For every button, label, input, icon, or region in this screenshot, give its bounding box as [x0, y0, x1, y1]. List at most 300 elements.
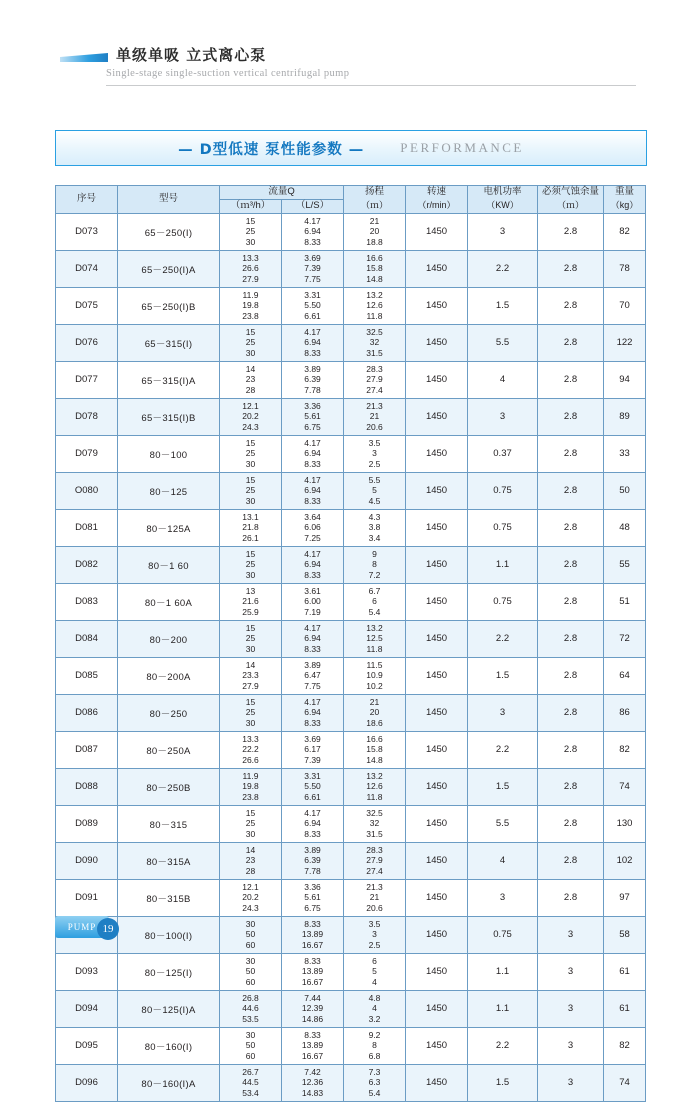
- flow-ls-values: 4.17 6.94 8.33: [304, 623, 321, 654]
- col-header-speed-label: 转速: [427, 186, 447, 197]
- cell-model: 80－160(I): [118, 1027, 220, 1064]
- cell-flow-m3h: [220, 1064, 282, 1101]
- cell-model: 80－250B: [118, 768, 220, 805]
- cell-head: [344, 250, 406, 287]
- cell-weight: 82: [604, 1027, 646, 1064]
- cell-flow-m3h: [220, 398, 282, 435]
- col-header-model: 型号: [118, 186, 220, 214]
- col-header-npsh: [538, 186, 604, 214]
- header-title-cn: 单级单吸 立式离心泵: [116, 46, 267, 64]
- cell-head: [344, 546, 406, 583]
- cell-head: [344, 657, 406, 694]
- cell-model: 65－315(I)A: [118, 361, 220, 398]
- head-values: 4.3 3.8 3.4: [368, 512, 381, 543]
- cell-weight: 89: [604, 398, 646, 435]
- cell-flow-ls: [282, 990, 344, 1027]
- cell-weight: 50: [604, 472, 646, 509]
- table-row: [56, 879, 646, 916]
- cell-flow-ls: [282, 620, 344, 657]
- cell-npsh: 2.8: [538, 398, 604, 435]
- cell-speed: 1450: [406, 583, 468, 620]
- cell-flow-m3h: [220, 435, 282, 472]
- cell-flow-ls: [282, 509, 344, 546]
- cell-seq: D090: [56, 842, 118, 879]
- head-values: 7.3 6.3 5.4: [368, 1067, 381, 1098]
- cell-weight: 55: [604, 546, 646, 583]
- header-accent-bar-icon: [60, 53, 108, 62]
- table-row: [56, 805, 646, 842]
- cell-npsh: 2.8: [538, 472, 604, 509]
- cell-flow-ls: [282, 324, 344, 361]
- cell-model: 80－200: [118, 620, 220, 657]
- cell-speed: 1450: [406, 287, 468, 324]
- cell-weight: 97: [604, 879, 646, 916]
- col-header-npsh-unit: （ｍ）: [557, 199, 585, 210]
- cell-head: [344, 694, 406, 731]
- cell-flow-m3h: [220, 916, 282, 953]
- cell-head: [344, 1064, 406, 1101]
- cell-seq: D073: [56, 213, 118, 250]
- cell-seq: D091: [56, 879, 118, 916]
- cell-npsh: 3: [538, 990, 604, 1027]
- head-values: 16.6 15.8 14.8: [366, 253, 383, 284]
- cell-npsh: 3: [538, 1064, 604, 1101]
- cell-weight: 122: [604, 324, 646, 361]
- cell-seq: D081: [56, 509, 118, 546]
- cell-speed: 1450: [406, 509, 468, 546]
- flow-ls-values: 4.17 6.94 8.33: [304, 808, 321, 839]
- cell-flow-m3h: [220, 472, 282, 509]
- cell-speed: 1450: [406, 990, 468, 1027]
- cell-speed: 1450: [406, 398, 468, 435]
- table-row: [56, 620, 646, 657]
- cell-head: [344, 879, 406, 916]
- cell-seq: D083: [56, 583, 118, 620]
- flow-m3h-values: 13 21.6 25.9: [242, 586, 259, 617]
- cell-weight: 130: [604, 805, 646, 842]
- cell-weight: 82: [604, 731, 646, 768]
- cell-weight: 70: [604, 287, 646, 324]
- cell-flow-ls: [282, 213, 344, 250]
- table-row: [56, 546, 646, 583]
- cell-model: 80－125A: [118, 509, 220, 546]
- cell-seq: D084: [56, 620, 118, 657]
- flow-ls-values: 3.69 7.39 7.75: [304, 253, 321, 284]
- table-row: [56, 250, 646, 287]
- head-values: 21 20 18.8: [366, 216, 383, 247]
- cell-head: [344, 842, 406, 879]
- cell-head: [344, 953, 406, 990]
- cell-flow-m3h: [220, 805, 282, 842]
- flow-ls-values: 7.44 12.39 14.86: [301, 993, 324, 1024]
- cell-flow-ls: [282, 287, 344, 324]
- cell-power: 1.1: [468, 953, 538, 990]
- cell-power: 1.5: [468, 768, 538, 805]
- cell-flow-m3h: [220, 879, 282, 916]
- cell-npsh: 2.8: [538, 879, 604, 916]
- cell-seq: D079: [56, 435, 118, 472]
- cell-head: [344, 398, 406, 435]
- cell-flow-ls: [282, 953, 344, 990]
- cell-head: [344, 509, 406, 546]
- cell-head: [344, 768, 406, 805]
- cell-seq: D093: [56, 953, 118, 990]
- cell-npsh: 2.8: [538, 583, 604, 620]
- head-values: 3.5 3 2.5: [368, 919, 381, 950]
- cell-speed: 1450: [406, 546, 468, 583]
- cell-head: [344, 916, 406, 953]
- cell-flow-ls: [282, 398, 344, 435]
- cell-flow-ls: [282, 1027, 344, 1064]
- table-row: [56, 583, 646, 620]
- cell-flow-m3h: [220, 657, 282, 694]
- cell-flow-ls: [282, 694, 344, 731]
- cell-flow-m3h: [220, 953, 282, 990]
- cell-weight: 86: [604, 694, 646, 731]
- table-header-row-1: [56, 186, 646, 200]
- cell-weight: 82: [604, 213, 646, 250]
- flow-ls-values: 8.33 13.89 16.67: [301, 956, 324, 987]
- table-row: [56, 990, 646, 1027]
- cell-flow-ls: [282, 435, 344, 472]
- cell-flow-ls: [282, 842, 344, 879]
- col-header-speed: [406, 186, 468, 214]
- table-row: [56, 953, 646, 990]
- cell-speed: 1450: [406, 435, 468, 472]
- cell-npsh: 3: [538, 1027, 604, 1064]
- flow-m3h-values: 15 25 30: [245, 549, 256, 580]
- flow-ls-values: 4.17 6.94 8.33: [304, 549, 321, 580]
- head-values: 21.3 21 20.6: [366, 401, 383, 432]
- cell-npsh: 2.8: [538, 620, 604, 657]
- cell-power: 2.2: [468, 1027, 538, 1064]
- flow-m3h-values: 14 23 28: [245, 845, 256, 876]
- cell-speed: 1450: [406, 916, 468, 953]
- cell-model: 80－125(I): [118, 953, 220, 990]
- cell-npsh: 2.8: [538, 250, 604, 287]
- flow-m3h-values: 11.9 19.8 23.8: [242, 771, 259, 802]
- head-values: 21.3 21 20.6: [366, 882, 383, 913]
- cell-npsh: 2.8: [538, 657, 604, 694]
- cell-model: 80－315: [118, 805, 220, 842]
- cell-flow-ls: [282, 546, 344, 583]
- cell-power: 1.1: [468, 546, 538, 583]
- cell-power: 3: [468, 694, 538, 731]
- cell-flow-ls: [282, 916, 344, 953]
- flow-m3h-values: 13.3 26.6 27.9: [242, 253, 259, 284]
- flow-m3h-values: 15 25 30: [245, 623, 256, 654]
- cell-power: 1.5: [468, 1064, 538, 1101]
- cell-speed: 1450: [406, 657, 468, 694]
- cell-seq: D087: [56, 731, 118, 768]
- cell-model: 65－315(I): [118, 324, 220, 361]
- head-values: 3.5 3 2.5: [368, 438, 381, 469]
- cell-flow-ls: [282, 1064, 344, 1101]
- cell-weight: 58: [604, 916, 646, 953]
- table-row: [56, 324, 646, 361]
- cell-power: 4: [468, 842, 538, 879]
- cell-speed: 1450: [406, 250, 468, 287]
- flow-m3h-values: 12.1 20.2 24.3: [242, 882, 259, 913]
- flow-m3h-values: 14 23 28: [245, 364, 256, 395]
- head-values: 11.5 10.9 10.2: [366, 660, 383, 691]
- cell-flow-ls: [282, 361, 344, 398]
- cell-model: 65－250(I): [118, 213, 220, 250]
- cell-seq: D096: [56, 1064, 118, 1101]
- cell-head: [344, 472, 406, 509]
- flow-ls-values: 4.17 6.94 8.33: [304, 438, 321, 469]
- cell-weight: 74: [604, 1064, 646, 1101]
- head-values: 13.2 12.6 11.8: [366, 771, 383, 802]
- table-row: [56, 472, 646, 509]
- head-values: 28.3 27.9 27.4: [366, 845, 383, 876]
- cell-seq: D078: [56, 398, 118, 435]
- performance-table-wrap: [55, 185, 645, 1102]
- flow-ls-values: 3.61 6.00 7.19: [304, 586, 321, 617]
- col-header-flow-ls: （L/S）: [282, 199, 344, 213]
- flow-m3h-values: 15 25 30: [245, 475, 256, 506]
- cell-seq: D086: [56, 694, 118, 731]
- col-header-weight: [604, 186, 646, 214]
- cell-npsh: 2.8: [538, 324, 604, 361]
- cell-model: 80－125(I)A: [118, 990, 220, 1027]
- cell-head: [344, 805, 406, 842]
- cell-speed: 1450: [406, 879, 468, 916]
- cell-power: 1.5: [468, 287, 538, 324]
- cell-head: [344, 1027, 406, 1064]
- table-row: [56, 287, 646, 324]
- flow-m3h-values: 26.7 44.5 53.4: [242, 1067, 259, 1098]
- flow-m3h-values: 30 50 60: [245, 1030, 256, 1061]
- flow-m3h-values: 30 50 60: [245, 919, 256, 950]
- cell-speed: 1450: [406, 768, 468, 805]
- cell-speed: 1450: [406, 842, 468, 879]
- cell-speed: 1450: [406, 472, 468, 509]
- head-values: 28.3 27.9 27.4: [366, 364, 383, 395]
- cell-power: 2.2: [468, 731, 538, 768]
- flow-ls-values: 3.69 6.17 7.39: [304, 734, 321, 765]
- cell-npsh: 2.8: [538, 768, 604, 805]
- footer-logo: PUMP: [55, 916, 109, 938]
- col-header-flow: 流量Q: [220, 186, 344, 200]
- cell-weight: 33: [604, 435, 646, 472]
- section-title-en: PERFORMANCE: [400, 140, 524, 155]
- cell-power: 5.5: [468, 324, 538, 361]
- head-values: 32.5 32 31.5: [366, 327, 383, 358]
- cell-flow-ls: [282, 657, 344, 694]
- flow-m3h-values: 15 25 30: [245, 327, 256, 358]
- cell-head: [344, 287, 406, 324]
- flow-ls-values: 8.33 13.89 16.67: [301, 919, 324, 950]
- flow-ls-values: 8.33 13.89 16.67: [301, 1030, 324, 1061]
- head-values: 6.7 6 5.4: [368, 586, 381, 617]
- cell-flow-m3h: [220, 1027, 282, 1064]
- cell-flow-ls: [282, 768, 344, 805]
- cell-power: 0.75: [468, 583, 538, 620]
- cell-flow-m3h: [220, 694, 282, 731]
- cell-model: 65－250(I)B: [118, 287, 220, 324]
- flow-ls-values: 4.17 6.94 8.33: [304, 475, 321, 506]
- cell-speed: 1450: [406, 1064, 468, 1101]
- cell-model: 80－1 60A: [118, 583, 220, 620]
- cell-flow-ls: [282, 472, 344, 509]
- cell-weight: 64: [604, 657, 646, 694]
- cell-model: 80－160(I)A: [118, 1064, 220, 1101]
- cell-seq: D089: [56, 805, 118, 842]
- performance-table: [55, 185, 646, 1102]
- flow-m3h-values: 11.9 19.8 23.8: [242, 290, 259, 321]
- section-title-cn: — D型低速 泵性能参数 —: [178, 141, 365, 158]
- cell-flow-m3h: [220, 361, 282, 398]
- flow-m3h-values: 13.1 21.8 26.1: [242, 512, 259, 543]
- cell-weight: 48: [604, 509, 646, 546]
- flow-m3h-values: 15 25 30: [245, 216, 256, 247]
- flow-m3h-values: 12.1 20.2 24.3: [242, 401, 259, 432]
- cell-speed: 1450: [406, 361, 468, 398]
- cell-power: 2.2: [468, 620, 538, 657]
- cell-flow-m3h: [220, 620, 282, 657]
- table-row: [56, 731, 646, 768]
- cell-speed: 1450: [406, 805, 468, 842]
- cell-seq: D075: [56, 287, 118, 324]
- col-header-seq: 序号: [56, 186, 118, 214]
- head-values: 9 8 7.2: [368, 549, 381, 580]
- head-values: 4.8 4 3.2: [368, 993, 381, 1024]
- cell-seq: D094: [56, 990, 118, 1027]
- cell-seq: O080: [56, 472, 118, 509]
- flow-m3h-values: 30 50 60: [245, 956, 256, 987]
- cell-model: 80－1 60: [118, 546, 220, 583]
- col-header-power-label: 电机功率: [483, 186, 522, 197]
- cell-model: 80－315B: [118, 879, 220, 916]
- flow-m3h-values: 15 25 30: [245, 438, 256, 469]
- header-title-en: Single-stage single-suction vertical centrifugal pump: [106, 68, 350, 79]
- cell-flow-m3h: [220, 583, 282, 620]
- table-body: [56, 213, 646, 1101]
- cell-head: [344, 731, 406, 768]
- cell-power: 4: [468, 361, 538, 398]
- cell-flow-m3h: [220, 768, 282, 805]
- cell-npsh: 2.8: [538, 509, 604, 546]
- cell-speed: 1450: [406, 213, 468, 250]
- cell-speed: 1450: [406, 620, 468, 657]
- cell-power: 2.2: [468, 250, 538, 287]
- head-values: 6 5 4: [372, 956, 377, 987]
- col-header-head: [344, 186, 406, 214]
- head-values: 9.2 8 6.8: [368, 1030, 381, 1061]
- table-row: [56, 768, 646, 805]
- cell-model: 80－315A: [118, 842, 220, 879]
- cell-flow-m3h: [220, 250, 282, 287]
- cell-flow-ls: [282, 879, 344, 916]
- cell-npsh: 3: [538, 916, 604, 953]
- cell-weight: 61: [604, 990, 646, 1027]
- flow-ls-values: 7.42 12.36 14.83: [301, 1067, 324, 1098]
- col-header-head-unit: （ｍ）: [361, 199, 389, 210]
- table-header: [56, 186, 646, 214]
- flow-m3h-values: 13.3 22.2 26.6: [242, 734, 259, 765]
- flow-m3h-values: 15 25 30: [245, 808, 256, 839]
- col-header-flow-m3h: （ｍ³/h）: [220, 199, 282, 213]
- flow-ls-values: 3.89 6.47 7.75: [304, 660, 321, 691]
- flow-ls-values: 3.36 5.61 6.75: [304, 401, 321, 432]
- flow-ls-values: 3.31 5.50 6.61: [304, 290, 321, 321]
- cell-head: [344, 361, 406, 398]
- table-row: [56, 657, 646, 694]
- col-header-weight-label: 重量: [615, 186, 635, 197]
- cell-head: [344, 435, 406, 472]
- col-header-speed-unit: （r/min）: [417, 199, 456, 210]
- cell-model: 80－250A: [118, 731, 220, 768]
- cell-seq: D082: [56, 546, 118, 583]
- cell-npsh: 2.8: [538, 435, 604, 472]
- cell-npsh: 2.8: [538, 213, 604, 250]
- cell-npsh: 2.8: [538, 546, 604, 583]
- table-row: [56, 1064, 646, 1101]
- cell-model: 65－315(I)B: [118, 398, 220, 435]
- cell-weight: 102: [604, 842, 646, 879]
- cell-speed: 1450: [406, 694, 468, 731]
- flow-ls-values: 4.17 6.94 8.33: [304, 697, 321, 728]
- cell-npsh: 2.8: [538, 842, 604, 879]
- cell-model: 80－100(I): [118, 916, 220, 953]
- cell-model: 80－125: [118, 472, 220, 509]
- cell-npsh: 2.8: [538, 361, 604, 398]
- head-values: 13.2 12.6 11.8: [366, 290, 383, 321]
- cell-flow-ls: [282, 250, 344, 287]
- cell-model: 80－200A: [118, 657, 220, 694]
- table-row: [56, 509, 646, 546]
- table-row: [56, 842, 646, 879]
- table-row: [56, 361, 646, 398]
- cell-flow-m3h: [220, 990, 282, 1027]
- table-row: [56, 398, 646, 435]
- cell-head: [344, 213, 406, 250]
- cell-head: [344, 620, 406, 657]
- cell-power: 1.5: [468, 657, 538, 694]
- table-row: [56, 435, 646, 472]
- cell-seq: D095: [56, 1027, 118, 1064]
- cell-power: 3: [468, 879, 538, 916]
- cell-speed: 1450: [406, 324, 468, 361]
- head-values: 5.5 5 4.5: [368, 475, 381, 506]
- cell-seq: D088: [56, 768, 118, 805]
- flow-ls-values: 3.36 5.61 6.75: [304, 882, 321, 913]
- flow-ls-values: 3.31 5.50 6.61: [304, 771, 321, 802]
- head-values: 13.2 12.5 11.8: [366, 623, 383, 654]
- page-footer: [55, 916, 175, 942]
- cell-weight: 94: [604, 361, 646, 398]
- cell-flow-ls: [282, 731, 344, 768]
- cell-weight: 61: [604, 953, 646, 990]
- cell-flow-ls: [282, 583, 344, 620]
- cell-power: 3: [468, 213, 538, 250]
- cell-flow-m3h: [220, 213, 282, 250]
- cell-speed: 1450: [406, 1027, 468, 1064]
- section-title-band: [55, 130, 647, 166]
- flow-m3h-values: 26.8 44.6 53.5: [242, 993, 259, 1024]
- page-header: [60, 44, 640, 98]
- col-header-weight-unit: （kg）: [610, 199, 639, 210]
- header-divider: [106, 85, 636, 86]
- cell-flow-m3h: [220, 842, 282, 879]
- cell-speed: 1450: [406, 731, 468, 768]
- cell-npsh: 2.8: [538, 731, 604, 768]
- flow-ls-values: 3.89 6.39 7.78: [304, 845, 321, 876]
- cell-flow-m3h: [220, 509, 282, 546]
- cell-flow-ls: [282, 805, 344, 842]
- flow-ls-values: 3.64 6.06 7.25: [304, 512, 321, 543]
